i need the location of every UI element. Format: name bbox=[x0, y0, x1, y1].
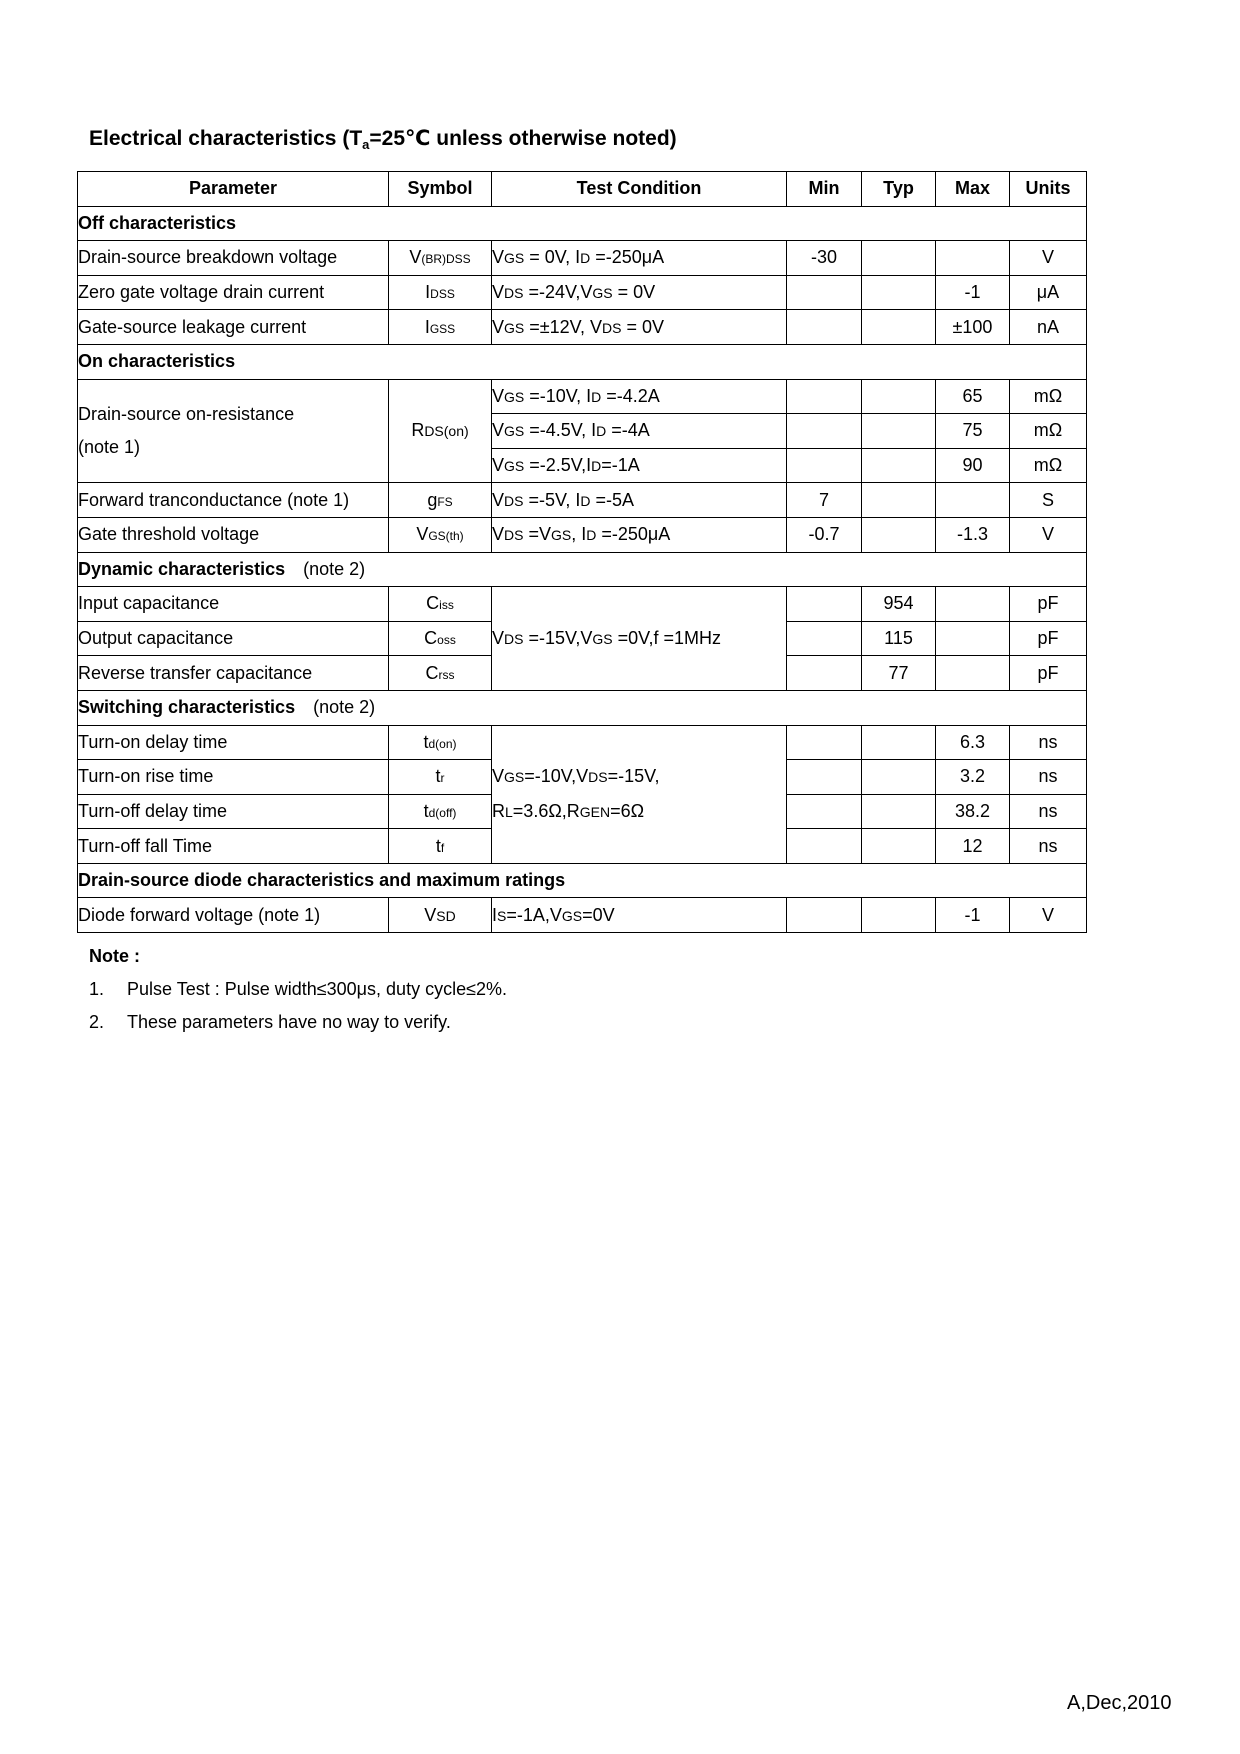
section-heading: On characteristics bbox=[78, 344, 1087, 379]
section-heading: Drain-source diode characteristics and maximum ratings bbox=[78, 863, 1087, 898]
param-cell: Zero gate voltage drain current bbox=[78, 275, 389, 310]
table-row bbox=[78, 517, 1087, 552]
typ-cell: 115 bbox=[862, 621, 936, 656]
unit-cell: pF bbox=[1010, 621, 1087, 656]
unit-cell: mΩ bbox=[1010, 414, 1087, 449]
table-row bbox=[78, 725, 1087, 760]
min-cell bbox=[787, 794, 862, 829]
min-cell: -0.7 bbox=[787, 517, 862, 552]
header-symbol: Symbol bbox=[389, 172, 492, 207]
table-row bbox=[78, 898, 1087, 933]
param-cell: Turn-on rise time bbox=[78, 760, 389, 795]
unit-cell: V bbox=[1010, 517, 1087, 552]
min-cell bbox=[787, 725, 862, 760]
symbol-cell: gFS bbox=[389, 483, 492, 518]
typ-cell bbox=[862, 379, 936, 414]
param-cell: Forward tranconductance (note 1) bbox=[78, 483, 389, 518]
typ-cell bbox=[862, 310, 936, 345]
symbol-cell: Crss bbox=[389, 656, 492, 691]
param-cell: Output capacitance bbox=[78, 621, 389, 656]
note-text: These parameters have no way to verify. bbox=[127, 1012, 451, 1032]
notes-section bbox=[89, 946, 507, 1033]
header-min: Min bbox=[787, 172, 862, 207]
min-cell bbox=[787, 379, 862, 414]
max-cell: ±100 bbox=[936, 310, 1010, 345]
param-cell: Turn-off delay time bbox=[78, 794, 389, 829]
min-cell bbox=[787, 448, 862, 483]
symbol-cell: VSD bbox=[389, 898, 492, 933]
max-cell: -1.3 bbox=[936, 517, 1010, 552]
header-typ: Typ bbox=[862, 172, 936, 207]
header-max: Max bbox=[936, 172, 1010, 207]
param-cell: Diode forward voltage (note 1) bbox=[78, 898, 389, 933]
typ-cell bbox=[862, 898, 936, 933]
typ-cell bbox=[862, 275, 936, 310]
table-row bbox=[78, 275, 1087, 310]
param-cell: Reverse transfer capacitance bbox=[78, 656, 389, 691]
min-cell bbox=[787, 275, 862, 310]
condition-cell: VDS =-15V,VGS =0V,f =1MHz bbox=[492, 587, 787, 691]
table-header-row bbox=[78, 172, 1087, 207]
symbol-cell: IGSS bbox=[389, 310, 492, 345]
header-units: Units bbox=[1010, 172, 1087, 207]
max-cell bbox=[936, 587, 1010, 622]
condition-cell: VGS =-4.5V, ID =-4A bbox=[492, 414, 787, 449]
condition-cell: VGS = 0V, ID =-250μA bbox=[492, 241, 787, 276]
table-row bbox=[78, 241, 1087, 276]
symbol-cell: RDS(on) bbox=[389, 379, 492, 483]
section-heading: Dynamic characteristics (note 2) bbox=[78, 552, 1087, 587]
table-row bbox=[78, 310, 1087, 345]
min-cell bbox=[787, 656, 862, 691]
section-row-dynamic bbox=[78, 552, 1087, 587]
section-row-diode bbox=[78, 863, 1087, 898]
section-row-switching bbox=[78, 690, 1087, 725]
notes-title: Note : bbox=[89, 946, 140, 966]
max-cell: 12 bbox=[936, 829, 1010, 864]
condition-cell: VGS =-10V, ID =-4.2A bbox=[492, 379, 787, 414]
param-cell: Input capacitance bbox=[78, 587, 389, 622]
table-row bbox=[78, 379, 1087, 414]
typ-cell bbox=[862, 760, 936, 795]
section-heading: Switching characteristics (note 2) bbox=[78, 690, 1087, 725]
section-heading: Off characteristics bbox=[78, 206, 1087, 241]
symbol-cell: Coss bbox=[389, 621, 492, 656]
param-cell: Turn-off fall Time bbox=[78, 829, 389, 864]
unit-cell: ns bbox=[1010, 829, 1087, 864]
max-cell bbox=[936, 656, 1010, 691]
min-cell bbox=[787, 898, 862, 933]
typ-cell bbox=[862, 725, 936, 760]
condition-cell: VGS =-2.5V,ID=-1A bbox=[492, 448, 787, 483]
condition-cell: VDS =-5V, ID =-5A bbox=[492, 483, 787, 518]
max-cell bbox=[936, 621, 1010, 656]
symbol-cell: tr bbox=[389, 760, 492, 795]
max-cell: 75 bbox=[936, 414, 1010, 449]
max-cell: -1 bbox=[936, 898, 1010, 933]
max-cell bbox=[936, 483, 1010, 518]
typ-cell: 77 bbox=[862, 656, 936, 691]
typ-cell bbox=[862, 794, 936, 829]
table-row bbox=[78, 587, 1087, 622]
unit-cell: ns bbox=[1010, 794, 1087, 829]
section-row-off bbox=[78, 206, 1087, 241]
typ-cell bbox=[862, 483, 936, 518]
param-cell: Gate-source leakage current bbox=[78, 310, 389, 345]
typ-cell bbox=[862, 414, 936, 449]
note-text: Pulse Test : Pulse width≤300μs, duty cycle≤2%. bbox=[127, 979, 507, 999]
unit-cell: ns bbox=[1010, 760, 1087, 795]
symbol-cell: VGS(th) bbox=[389, 517, 492, 552]
max-cell: 3.2 bbox=[936, 760, 1010, 795]
min-cell: -30 bbox=[787, 241, 862, 276]
condition-cell: VGS=-10V,VDS=-15V, RL=3.6Ω,RGEN=6Ω bbox=[492, 725, 787, 863]
unit-cell: V bbox=[1010, 898, 1087, 933]
unit-cell: V bbox=[1010, 241, 1087, 276]
note-number: 2. bbox=[89, 1012, 105, 1032]
condition-cell: IS=-1A,VGS=0V bbox=[492, 898, 787, 933]
condition-cell: VGS =±12V, VDS = 0V bbox=[492, 310, 787, 345]
unit-cell: pF bbox=[1010, 656, 1087, 691]
param-cell: Drain-source on-resistance (note 1) bbox=[78, 379, 389, 483]
param-cell: Drain-source breakdown voltage bbox=[78, 241, 389, 276]
symbol-cell: td(on) bbox=[389, 725, 492, 760]
min-cell bbox=[787, 414, 862, 449]
min-cell bbox=[787, 310, 862, 345]
typ-cell bbox=[862, 241, 936, 276]
min-cell: 7 bbox=[787, 483, 862, 518]
condition-cell: VDS =VGS, ID =-250μA bbox=[492, 517, 787, 552]
min-cell bbox=[787, 621, 862, 656]
max-cell: 65 bbox=[936, 379, 1010, 414]
section-row-on bbox=[78, 344, 1087, 379]
header-parameter: Parameter bbox=[78, 172, 389, 207]
unit-cell: mΩ bbox=[1010, 379, 1087, 414]
symbol-cell: Ciss bbox=[389, 587, 492, 622]
min-cell bbox=[787, 829, 862, 864]
unit-cell: μA bbox=[1010, 275, 1087, 310]
typ-cell bbox=[862, 829, 936, 864]
unit-cell: pF bbox=[1010, 587, 1087, 622]
unit-cell: nA bbox=[1010, 310, 1087, 345]
min-cell bbox=[787, 587, 862, 622]
max-cell: 38.2 bbox=[936, 794, 1010, 829]
condition-cell: VDS =-24V,VGS = 0V bbox=[492, 275, 787, 310]
max-cell bbox=[936, 241, 1010, 276]
max-cell: 6.3 bbox=[936, 725, 1010, 760]
note-item bbox=[89, 979, 507, 1000]
revision-footer: A,Dec,2010 bbox=[1067, 1692, 1172, 1714]
electrical-characteristics-table bbox=[77, 171, 1087, 933]
symbol-cell: tf bbox=[389, 829, 492, 864]
table-row bbox=[78, 483, 1087, 518]
param-cell: Gate threshold voltage bbox=[78, 517, 389, 552]
unit-cell: S bbox=[1010, 483, 1087, 518]
header-test-condition: Test Condition bbox=[492, 172, 787, 207]
symbol-cell: IDSS bbox=[389, 275, 492, 310]
note-item bbox=[89, 1012, 507, 1033]
symbol-cell: V(BR)DSS bbox=[389, 241, 492, 276]
unit-cell: mΩ bbox=[1010, 448, 1087, 483]
max-cell: -1 bbox=[936, 275, 1010, 310]
symbol-cell: td(off) bbox=[389, 794, 492, 829]
typ-cell: 954 bbox=[862, 587, 936, 622]
max-cell: 90 bbox=[936, 448, 1010, 483]
note-number: 1. bbox=[89, 979, 105, 999]
unit-cell: ns bbox=[1010, 725, 1087, 760]
min-cell bbox=[787, 760, 862, 795]
param-cell: Turn-on delay time bbox=[78, 725, 389, 760]
typ-cell bbox=[862, 448, 936, 483]
typ-cell bbox=[862, 517, 936, 552]
page-title: Electrical characteristics ($T_a=25℃$ unless otherwise noted) bbox=[89, 127, 677, 152]
